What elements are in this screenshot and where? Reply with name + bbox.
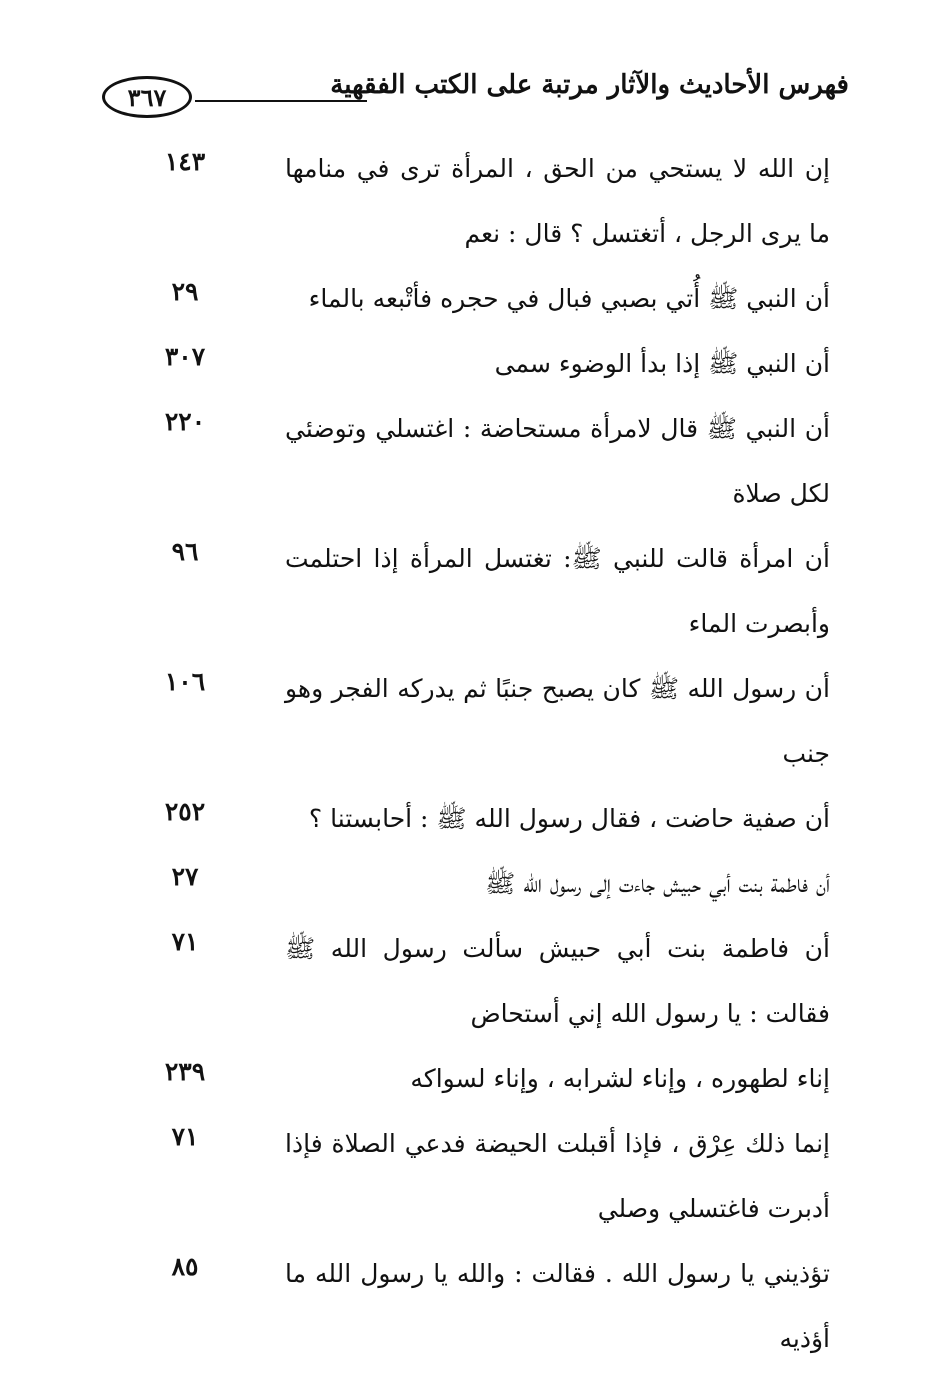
index-entry	[130, 1111, 830, 1241]
entry-text: أن رسول الله ﷺ كان يصبح جنبًا ثم يدركه الفجر وهو جنب	[285, 674, 830, 768]
index-entry	[130, 1046, 830, 1111]
entry-text: أن امرأة قالت للنبي ﷺ: تغتسل المرأة إذا احتلمت وأبصرت الماء	[285, 544, 830, 638]
entry-text: أن صفية حاضت ، فقال رسول الله ﷺ : أحابستنا ؟	[308, 804, 830, 833]
index-entry	[130, 1241, 830, 1371]
entry-text: أن فاطمة بنت أبي حبيش جاءت إلى رسول الله ﷺ	[485, 869, 830, 898]
index-entry	[130, 136, 830, 266]
running-head-title: فهرس الأحاديث والآثار مرتبة على الكتب الفقهية	[330, 70, 849, 100]
page-number: ٣٦٧	[127, 82, 167, 112]
entry-page-ref: ٢٧	[171, 862, 199, 891]
index-entry	[130, 331, 830, 396]
index-entry	[130, 916, 830, 1046]
entry-page-ref: ٢٢٠	[164, 407, 206, 436]
entry-page-ref: ٣٠٧	[164, 342, 206, 371]
page-number-badge	[102, 76, 192, 118]
index-entry	[130, 266, 830, 331]
entry-page-ref: ٢٥٢	[164, 797, 206, 826]
entry-page-ref: ٧١	[171, 1122, 199, 1151]
index-entry	[130, 656, 830, 786]
entry-text: أن النبي ﷺ أُتي بصبي فبال في حجره فأتْبعه بالماء	[308, 284, 830, 313]
entry-text: إنما ذلك عِرْق ، فإذا أقبلت الحيضة فدعي الصلاة فإذا أدبرت فاغتسلي وصلي	[285, 1129, 830, 1223]
entry-page-ref: ١٤٣	[164, 147, 206, 176]
index-entry	[130, 526, 830, 656]
entry-text: إناء لطهوره ، وإناء لشرابه ، وإناء لسواكه	[410, 1064, 830, 1093]
entry-page-ref: ٩٦	[171, 537, 199, 566]
index-entry	[130, 851, 830, 916]
entry-text: إن الله لا يستحي من الحق ، المرأة ترى في منامها ما يرى الرجل ، أتغتسل ؟ قال : نعم	[285, 154, 830, 248]
header-rule	[195, 100, 367, 102]
entry-page-ref: ٧١	[171, 927, 199, 956]
entry-text: أن فاطمة بنت أبي حبيش سألت رسول الله ﷺ فقالت : يا رسول الله إني أستحاض	[285, 934, 830, 1028]
entry-page-ref: ٢٩	[171, 277, 199, 306]
entry-text: تؤذيني يا رسول الله . فقالت : والله يا رسول الله ما أؤذيه	[285, 1259, 830, 1353]
entry-text: أن النبي ﷺ قال لامرأة مستحاضة : اغتسلي وتوضئي لكل صلاة	[285, 414, 830, 508]
index-entry	[130, 786, 830, 851]
entry-page-ref: ٢٣٩	[164, 1057, 206, 1086]
entry-page-ref: ١٠٦	[164, 667, 206, 696]
index-entry	[130, 396, 830, 526]
entry-page-ref: ٨٥	[171, 1252, 199, 1281]
entry-text: أن النبي ﷺ إذا بدأ الوضوء سمى	[494, 349, 830, 378]
hadith-index-list	[130, 136, 830, 1371]
